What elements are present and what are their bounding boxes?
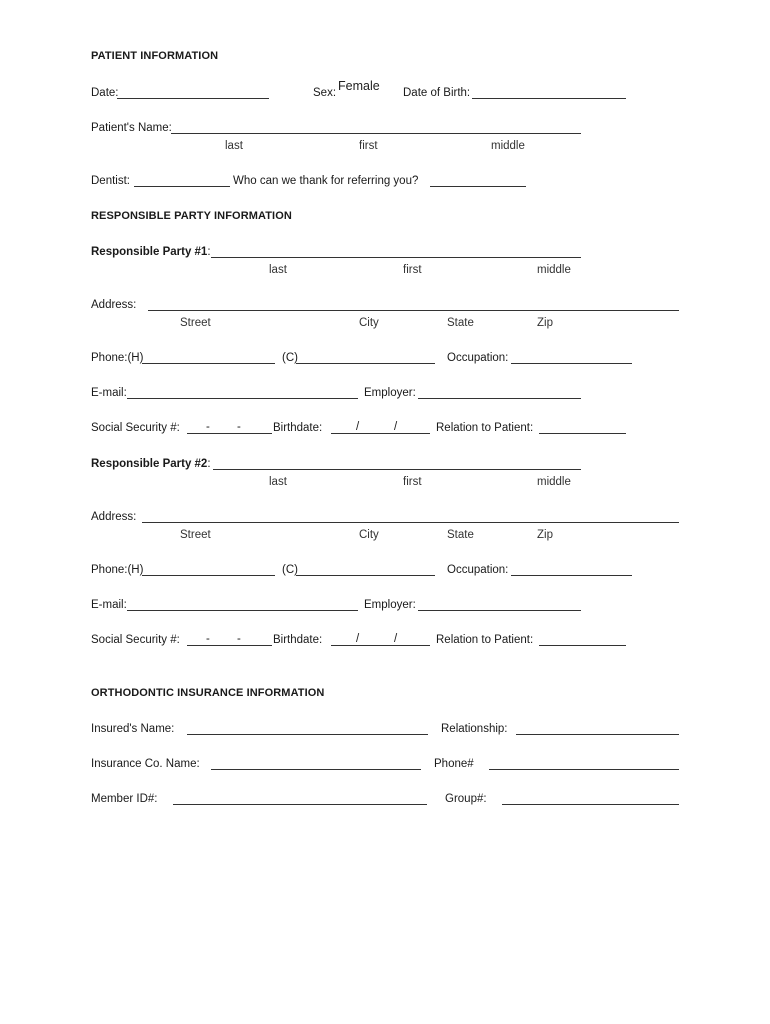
party2-ssn-dash-2: - (237, 633, 241, 645)
insurance-section-heading: ORTHODONTIC INSURANCE INFORMATION (91, 687, 325, 699)
party1-occupation-label: Occupation: (447, 352, 509, 364)
party2-birthdate-field[interactable] (331, 645, 430, 646)
party1-street-caption: Street (180, 317, 211, 329)
party2-ssn-field[interactable] (187, 645, 272, 646)
dob-field[interactable] (472, 98, 626, 99)
sex-label: Sex: (313, 87, 337, 99)
party1-relation-field[interactable] (539, 433, 626, 434)
party2-employer-field[interactable] (418, 610, 581, 611)
dentist-label: Dentist: (91, 175, 130, 187)
party1-occupation-field[interactable] (511, 363, 632, 364)
group-label: Group#: (445, 793, 487, 805)
member-id-field[interactable] (173, 804, 427, 805)
party1-phone-cell-label: (C) (282, 352, 298, 364)
insurance-phone-label: Phone# (434, 758, 474, 770)
relationship-label: Relationship: (441, 723, 508, 735)
party2-occupation-label: Occupation: (447, 564, 509, 576)
patient-name-middle-caption: middle (491, 140, 525, 152)
party2-email-label: E-mail: (91, 599, 127, 611)
party1-email-field[interactable] (127, 398, 358, 399)
patient-name-label: Patient's Name: (91, 122, 172, 134)
party2-birthdate-slash-2: / (394, 633, 398, 645)
insurance-company-field[interactable] (211, 769, 421, 770)
member-id-label: Member ID#: (91, 793, 158, 805)
party1-ssn-dash-1: - (206, 421, 210, 433)
party2-ssn-dash-1: - (206, 633, 210, 645)
relationship-field[interactable] (516, 734, 679, 735)
party2-city-caption: City (359, 529, 379, 541)
party2-last-caption: last (269, 476, 287, 488)
insured-name-field[interactable] (187, 734, 428, 735)
party2-relation-field[interactable] (539, 645, 626, 646)
party1-birthdate-slash-2: / (394, 421, 398, 433)
party1-middle-caption: middle (537, 264, 571, 276)
party1-email-label: E-mail: (91, 387, 127, 399)
party1-first-caption: first (403, 264, 422, 276)
party2-relation-label: Relation to Patient: (436, 634, 534, 646)
referral-field[interactable] (430, 186, 526, 187)
party2-ssn-label: Social Security #: (91, 634, 180, 646)
party1-last-caption: last (269, 264, 287, 276)
party1-employer-field[interactable] (418, 398, 581, 399)
party1-address-field[interactable] (148, 310, 679, 311)
patient-name-last-caption: last (225, 140, 243, 152)
party1-address-label: Address: (91, 299, 137, 311)
party1-phone-home-label: Phone:(H) (91, 352, 144, 364)
party2-birthdate-label: Birthdate: (273, 634, 323, 646)
party2-middle-caption: middle (537, 476, 571, 488)
party2-phone-home-label: Phone:(H) (91, 564, 144, 576)
party1-ssn-field[interactable] (187, 433, 272, 434)
party1-zip-caption: Zip (537, 317, 553, 329)
party1-phone-cell-field[interactable] (296, 363, 435, 364)
party1-phone-home-field[interactable] (142, 363, 275, 364)
date-label: Date: (91, 87, 119, 99)
party2-phone-cell-field[interactable] (296, 575, 435, 576)
responsible-section-heading: RESPONSIBLE PARTY INFORMATION (91, 210, 292, 222)
date-field[interactable] (117, 98, 269, 99)
insurance-phone-field[interactable] (489, 769, 679, 770)
sex-field[interactable]: Female (338, 79, 380, 93)
party1-birthdate-slash-1: / (356, 421, 360, 433)
party1-relation-label: Relation to Patient: (436, 422, 534, 434)
insurance-company-label: Insurance Co. Name: (91, 758, 200, 770)
party2-address-field[interactable] (142, 522, 679, 523)
party2-zip-caption: Zip (537, 529, 553, 541)
group-field[interactable] (502, 804, 679, 805)
party2-phone-cell-label: (C) (282, 564, 298, 576)
party2-birthdate-slash-1: / (356, 633, 360, 645)
party2-employer-label: Employer: (364, 599, 416, 611)
party2-state-caption: State (447, 529, 474, 541)
party2-label: Responsible Party #2: (91, 458, 211, 470)
patient-section-heading: PATIENT INFORMATION (91, 50, 219, 62)
referral-label: Who can we thank for referring you? (233, 175, 419, 187)
patient-name-field[interactable] (171, 133, 581, 134)
party1-ssn-label: Social Security #: (91, 422, 180, 434)
party2-phone-home-field[interactable] (142, 575, 275, 576)
dob-label: Date of Birth: (403, 87, 471, 99)
insured-name-label: Insured's Name: (91, 723, 175, 735)
dentist-field[interactable] (134, 186, 230, 187)
party1-city-caption: City (359, 317, 379, 329)
party1-state-caption: State (447, 317, 474, 329)
party1-label: Responsible Party #1: (91, 246, 211, 258)
patient-name-first-caption: first (359, 140, 378, 152)
party1-birthdate-label: Birthdate: (273, 422, 323, 434)
party2-email-field[interactable] (127, 610, 358, 611)
party1-employer-label: Employer: (364, 387, 416, 399)
party2-address-label: Address: (91, 511, 137, 523)
party2-occupation-field[interactable] (511, 575, 632, 576)
party1-birthdate-field[interactable] (331, 433, 430, 434)
party2-first-caption: first (403, 476, 422, 488)
party2-street-caption: Street (180, 529, 211, 541)
party1-ssn-dash-2: - (237, 421, 241, 433)
party1-name-field[interactable] (211, 257, 581, 258)
party2-name-field[interactable] (213, 469, 581, 470)
